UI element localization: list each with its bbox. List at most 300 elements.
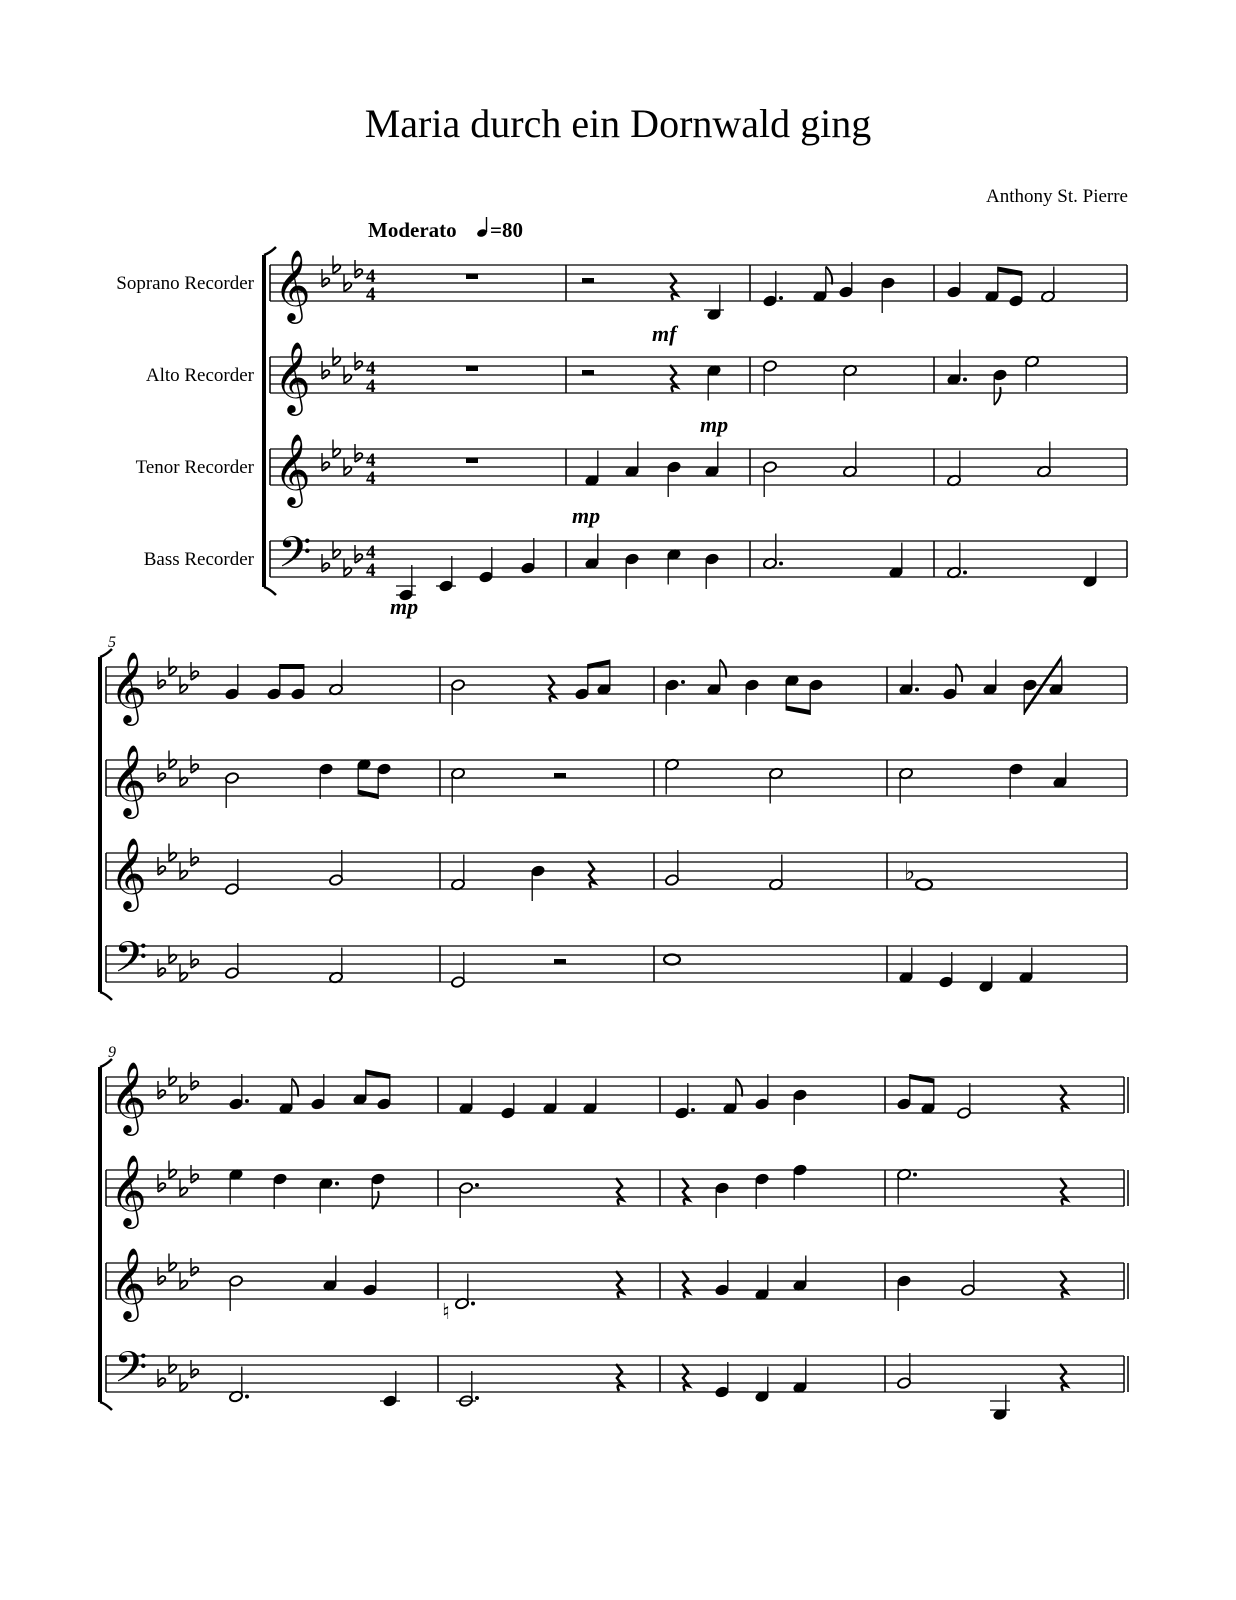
measure-number: 5 xyxy=(108,634,116,651)
note-dot xyxy=(779,296,783,300)
measure-number: 9 xyxy=(108,1044,116,1061)
natural-accidental: ♮ xyxy=(442,1299,450,1324)
note xyxy=(311,1074,326,1110)
note xyxy=(990,1385,1010,1421)
flat-bowl xyxy=(180,1095,187,1104)
note xyxy=(839,262,854,298)
note xyxy=(329,660,344,696)
note-head xyxy=(897,1275,912,1288)
time-signature-bottom: 4 xyxy=(366,284,376,305)
flat-bowl xyxy=(180,1383,187,1392)
note xyxy=(985,267,1000,303)
note xyxy=(1037,442,1052,478)
note-head xyxy=(371,1173,386,1186)
flat-bowl xyxy=(333,449,340,458)
note xyxy=(843,364,858,400)
note xyxy=(1025,355,1040,391)
note xyxy=(363,1260,378,1296)
note xyxy=(983,660,998,696)
note xyxy=(291,664,306,700)
treble-clef-icon: 𝄞 xyxy=(110,836,147,909)
staff xyxy=(106,743,1127,819)
dynamic-marking: mp xyxy=(390,594,419,619)
staff xyxy=(270,248,1127,324)
note xyxy=(993,369,1008,405)
note xyxy=(1053,753,1068,789)
quarter-rest xyxy=(548,675,555,702)
flat-sign xyxy=(355,444,362,462)
note-head xyxy=(479,571,494,584)
note xyxy=(939,952,954,988)
note-head xyxy=(715,1182,730,1195)
quarter-rest xyxy=(616,1364,623,1391)
flat-bowl xyxy=(180,1281,187,1290)
note xyxy=(707,660,727,696)
note-dot xyxy=(779,562,783,566)
note-head xyxy=(763,360,778,373)
note-flag xyxy=(292,1079,298,1097)
note-head xyxy=(225,883,240,896)
whole-rest xyxy=(466,274,478,279)
flat-sign xyxy=(191,755,198,773)
note xyxy=(455,1274,475,1310)
instrument-label: Alto Recorder xyxy=(145,365,254,386)
note xyxy=(715,1182,730,1218)
note xyxy=(664,955,680,965)
note xyxy=(707,364,722,400)
note xyxy=(947,350,967,386)
note xyxy=(705,442,720,478)
note xyxy=(705,553,720,589)
note-head xyxy=(451,976,466,989)
note-dot xyxy=(681,680,685,684)
bracket-hook-bottom xyxy=(264,587,276,595)
note-dot xyxy=(245,1395,249,1399)
note xyxy=(456,1371,479,1407)
note xyxy=(947,543,967,579)
note xyxy=(1019,948,1034,984)
note xyxy=(667,548,682,584)
note xyxy=(501,1083,516,1119)
flat-sign xyxy=(158,764,165,782)
flat-sign xyxy=(322,453,329,471)
treble-clef-icon: 𝄞 xyxy=(110,1246,147,1319)
note-head xyxy=(755,1173,770,1186)
bracket-hook-bottom xyxy=(100,1402,112,1410)
note-head xyxy=(939,976,954,989)
note-head xyxy=(667,461,682,474)
note-head xyxy=(665,874,680,887)
treble-clef-icon: 𝄞 xyxy=(274,340,311,413)
note xyxy=(377,763,392,799)
flat-bowl xyxy=(169,1365,176,1374)
note xyxy=(319,1177,339,1213)
note xyxy=(916,880,932,890)
quarter-rest xyxy=(682,1178,689,1205)
note-head xyxy=(1009,295,1024,308)
whole-rest xyxy=(466,458,478,463)
note xyxy=(575,664,590,700)
note xyxy=(479,547,494,583)
flat-sign xyxy=(191,1258,198,1276)
note xyxy=(843,442,858,478)
note xyxy=(809,679,824,715)
note-head xyxy=(319,763,334,776)
note-head xyxy=(793,1089,808,1102)
time-signature-top: 4 xyxy=(366,358,376,379)
note-head xyxy=(625,553,640,566)
flat-sign xyxy=(158,1081,165,1099)
dynamic-marking: mp xyxy=(700,412,729,437)
note-head xyxy=(675,1107,690,1120)
note xyxy=(585,534,600,570)
dynamic-marking: mp xyxy=(572,503,601,528)
note xyxy=(229,1275,244,1311)
note xyxy=(377,1074,392,1110)
note-head xyxy=(755,1098,770,1111)
note xyxy=(229,1168,244,1204)
note xyxy=(813,267,833,303)
note-dot xyxy=(691,1108,695,1112)
note xyxy=(723,1079,743,1115)
note-dot xyxy=(915,688,919,692)
instrument-label: Tenor Recorder xyxy=(135,457,254,478)
flat-sign xyxy=(158,671,165,689)
score-title: Maria durch ein Dornwald ging xyxy=(364,101,872,146)
note xyxy=(947,262,962,298)
bass-clef-icon: 𝄢 xyxy=(278,528,312,588)
treble-clef-icon: 𝄞 xyxy=(110,743,147,816)
note xyxy=(585,451,600,487)
staff xyxy=(270,528,1127,588)
bass-clef-icon: 𝄢 xyxy=(114,1343,148,1403)
flat-bowl xyxy=(333,357,340,366)
flat-sign xyxy=(355,260,362,278)
quarter-rest xyxy=(616,1178,623,1205)
flat-bowl xyxy=(180,685,187,694)
note xyxy=(785,674,800,710)
note xyxy=(961,1260,976,1296)
note xyxy=(881,277,896,313)
note-head xyxy=(793,1164,808,1177)
flat-bowl xyxy=(344,467,351,476)
note xyxy=(1009,271,1024,307)
flat-sign xyxy=(191,950,198,968)
note-head xyxy=(1023,679,1038,692)
instrument-label: Bass Recorder xyxy=(143,549,254,570)
half-rest xyxy=(554,959,566,964)
note-dot xyxy=(245,1099,249,1103)
note-head xyxy=(229,1098,244,1111)
note-flag xyxy=(736,1079,742,1097)
note-head xyxy=(947,286,962,299)
quarter-rest xyxy=(588,861,595,888)
note xyxy=(675,1083,695,1119)
note xyxy=(793,1358,808,1394)
time-signature-bottom: 4 xyxy=(366,468,376,489)
note-head xyxy=(664,955,680,965)
time-signature-top: 4 xyxy=(366,542,376,563)
note-head xyxy=(291,688,306,701)
flat-sign xyxy=(191,662,198,680)
note-head xyxy=(993,369,1008,382)
half-rest xyxy=(582,370,594,375)
flat-bowl xyxy=(169,1077,176,1086)
note xyxy=(755,1074,770,1110)
flat-sign xyxy=(322,554,329,572)
note xyxy=(543,1079,558,1115)
note-beam xyxy=(358,790,378,800)
note xyxy=(897,1168,917,1204)
time-signature-top: 4 xyxy=(366,450,376,471)
note-head xyxy=(916,880,932,890)
flat-sign xyxy=(158,1369,165,1387)
flat-sign xyxy=(191,848,198,866)
note xyxy=(323,1256,338,1292)
note-head xyxy=(311,1098,326,1111)
instrument-label: Soprano Recorder xyxy=(116,273,254,294)
whole-rest xyxy=(466,366,478,371)
note xyxy=(459,1079,474,1115)
note xyxy=(899,660,919,696)
note xyxy=(451,679,466,715)
note xyxy=(897,1353,912,1389)
staff xyxy=(270,432,1127,508)
note-head xyxy=(451,679,466,692)
note-head xyxy=(881,277,896,290)
quarter-rest xyxy=(682,1364,689,1391)
note-head xyxy=(273,1173,288,1186)
note-beam xyxy=(280,664,304,669)
flat-sign xyxy=(322,269,329,287)
flat-sign xyxy=(355,545,362,563)
note xyxy=(755,1265,770,1301)
note xyxy=(531,865,546,901)
note-beam xyxy=(786,706,810,716)
note xyxy=(763,360,778,396)
note xyxy=(665,679,685,715)
note-head xyxy=(705,553,720,566)
tempo-marking: Moderato xyxy=(368,218,457,242)
note xyxy=(665,758,680,794)
note xyxy=(667,461,682,497)
note-head xyxy=(377,1098,392,1111)
note-dot xyxy=(963,378,967,382)
flat-bowl xyxy=(333,550,340,559)
note-head xyxy=(459,1182,474,1195)
staff xyxy=(106,933,1127,993)
note xyxy=(225,664,240,700)
note xyxy=(897,1074,912,1110)
flat-bowl xyxy=(169,955,176,964)
flat-bowl xyxy=(169,667,176,676)
bracket-hook-bottom xyxy=(100,992,112,1000)
time-signature-top: 4 xyxy=(366,266,376,287)
note xyxy=(763,271,783,307)
note xyxy=(921,1079,936,1115)
note xyxy=(273,1173,288,1209)
quarter-rest xyxy=(1060,1178,1067,1205)
note xyxy=(897,1275,912,1311)
note xyxy=(625,442,640,478)
note-head xyxy=(745,679,760,692)
note xyxy=(899,948,914,984)
staff xyxy=(106,1060,1128,1136)
note xyxy=(380,1371,400,1407)
treble-clef-icon: 𝄞 xyxy=(110,1060,147,1133)
flat-sign xyxy=(191,1360,198,1378)
note-head xyxy=(229,1275,244,1288)
note-head xyxy=(897,1377,912,1390)
half-rest xyxy=(554,773,566,778)
note xyxy=(329,948,344,984)
note-head xyxy=(521,562,536,575)
note-head xyxy=(225,772,240,785)
note-head xyxy=(897,1098,912,1111)
flat-accidental: ♭ xyxy=(904,860,916,886)
note-head xyxy=(329,874,344,887)
note xyxy=(267,664,282,700)
tempo-bpm: =80 xyxy=(490,218,523,242)
note xyxy=(353,1070,368,1106)
note-head xyxy=(1009,763,1024,776)
quarter-rest xyxy=(670,365,677,392)
note xyxy=(451,855,466,891)
note xyxy=(715,1260,730,1296)
note-head xyxy=(225,688,240,701)
flat-sign xyxy=(355,352,362,370)
treble-clef-icon: 𝄞 xyxy=(274,248,311,321)
quarter-rest xyxy=(1060,1271,1067,1298)
note-dot xyxy=(471,1302,475,1306)
note xyxy=(793,1164,808,1200)
note xyxy=(979,957,994,993)
flat-bowl xyxy=(344,375,351,384)
flat-bowl xyxy=(169,760,176,769)
quarter-rest xyxy=(1060,1085,1067,1112)
note xyxy=(715,1362,730,1398)
flat-bowl xyxy=(344,568,351,577)
note xyxy=(889,543,904,579)
note xyxy=(793,1089,808,1125)
treble-clef-icon: 𝄞 xyxy=(110,650,147,723)
flat-bowl xyxy=(180,871,187,880)
dynamic-marking: mf xyxy=(652,321,677,346)
quarter-rest xyxy=(1060,1364,1067,1391)
note-flag xyxy=(826,267,832,285)
note-dot xyxy=(475,1396,479,1400)
treble-clef-icon: 𝄞 xyxy=(274,432,311,505)
note xyxy=(947,451,962,487)
flat-bowl xyxy=(344,283,351,292)
flat-bowl xyxy=(169,853,176,862)
flat-sign xyxy=(158,1174,165,1192)
staff xyxy=(106,1343,1128,1403)
flat-bowl xyxy=(180,1188,187,1197)
note xyxy=(225,859,240,895)
flat-sign xyxy=(158,959,165,977)
note xyxy=(899,767,914,803)
note xyxy=(225,772,240,808)
note xyxy=(329,850,344,886)
note-head xyxy=(763,461,778,474)
note-head xyxy=(943,688,958,701)
half-rest xyxy=(582,278,594,283)
note xyxy=(793,1256,808,1292)
note-dot xyxy=(913,1173,917,1177)
flat-sign xyxy=(322,361,329,379)
flat-sign xyxy=(158,1267,165,1285)
note xyxy=(665,850,680,886)
time-signature-bottom: 4 xyxy=(366,560,376,581)
note xyxy=(957,1083,972,1119)
note xyxy=(459,1182,479,1218)
note xyxy=(763,461,778,497)
note-head xyxy=(809,679,824,692)
note-beam xyxy=(910,1074,934,1084)
note xyxy=(755,1367,770,1403)
note-flag xyxy=(720,660,726,678)
note xyxy=(451,952,466,988)
note-head xyxy=(839,286,854,299)
note xyxy=(769,767,784,803)
note-head xyxy=(267,688,282,701)
note-head xyxy=(763,295,778,308)
flat-sign xyxy=(191,1072,198,1090)
note xyxy=(625,553,640,589)
note xyxy=(229,1367,249,1403)
note-head xyxy=(501,1107,516,1120)
note xyxy=(451,767,466,803)
note-head xyxy=(715,1284,730,1297)
note-head xyxy=(377,763,392,776)
note xyxy=(1083,552,1098,588)
flat-bowl xyxy=(180,778,187,787)
note xyxy=(1009,763,1024,799)
note-head xyxy=(665,679,680,692)
composer-name: Anthony St. Pierre xyxy=(986,186,1128,207)
note xyxy=(769,855,784,891)
bass-clef-icon: 𝄢 xyxy=(114,933,148,993)
flat-sign xyxy=(191,1165,198,1183)
flat-bowl xyxy=(169,1170,176,1179)
note-dot xyxy=(335,1182,339,1186)
note xyxy=(357,758,372,794)
note xyxy=(745,679,760,715)
quarter-rest xyxy=(670,273,677,300)
time-signature-bottom: 4 xyxy=(366,376,376,397)
note-head xyxy=(715,1386,730,1399)
staff xyxy=(106,650,1127,726)
note xyxy=(279,1079,299,1115)
note xyxy=(371,1173,386,1209)
note xyxy=(704,285,724,321)
note xyxy=(319,763,334,799)
flat-bowl xyxy=(333,265,340,274)
note xyxy=(763,534,783,570)
quarter-rest xyxy=(682,1271,689,1298)
staff xyxy=(106,836,1127,912)
note xyxy=(1041,267,1056,303)
note xyxy=(943,664,963,700)
flat-bowl xyxy=(169,1263,176,1272)
note-dot xyxy=(475,1183,479,1187)
treble-clef-icon: 𝄞 xyxy=(110,1153,147,1226)
note-flag xyxy=(994,387,1000,405)
flat-sign xyxy=(158,857,165,875)
note-head xyxy=(363,1284,378,1297)
note xyxy=(436,556,456,592)
